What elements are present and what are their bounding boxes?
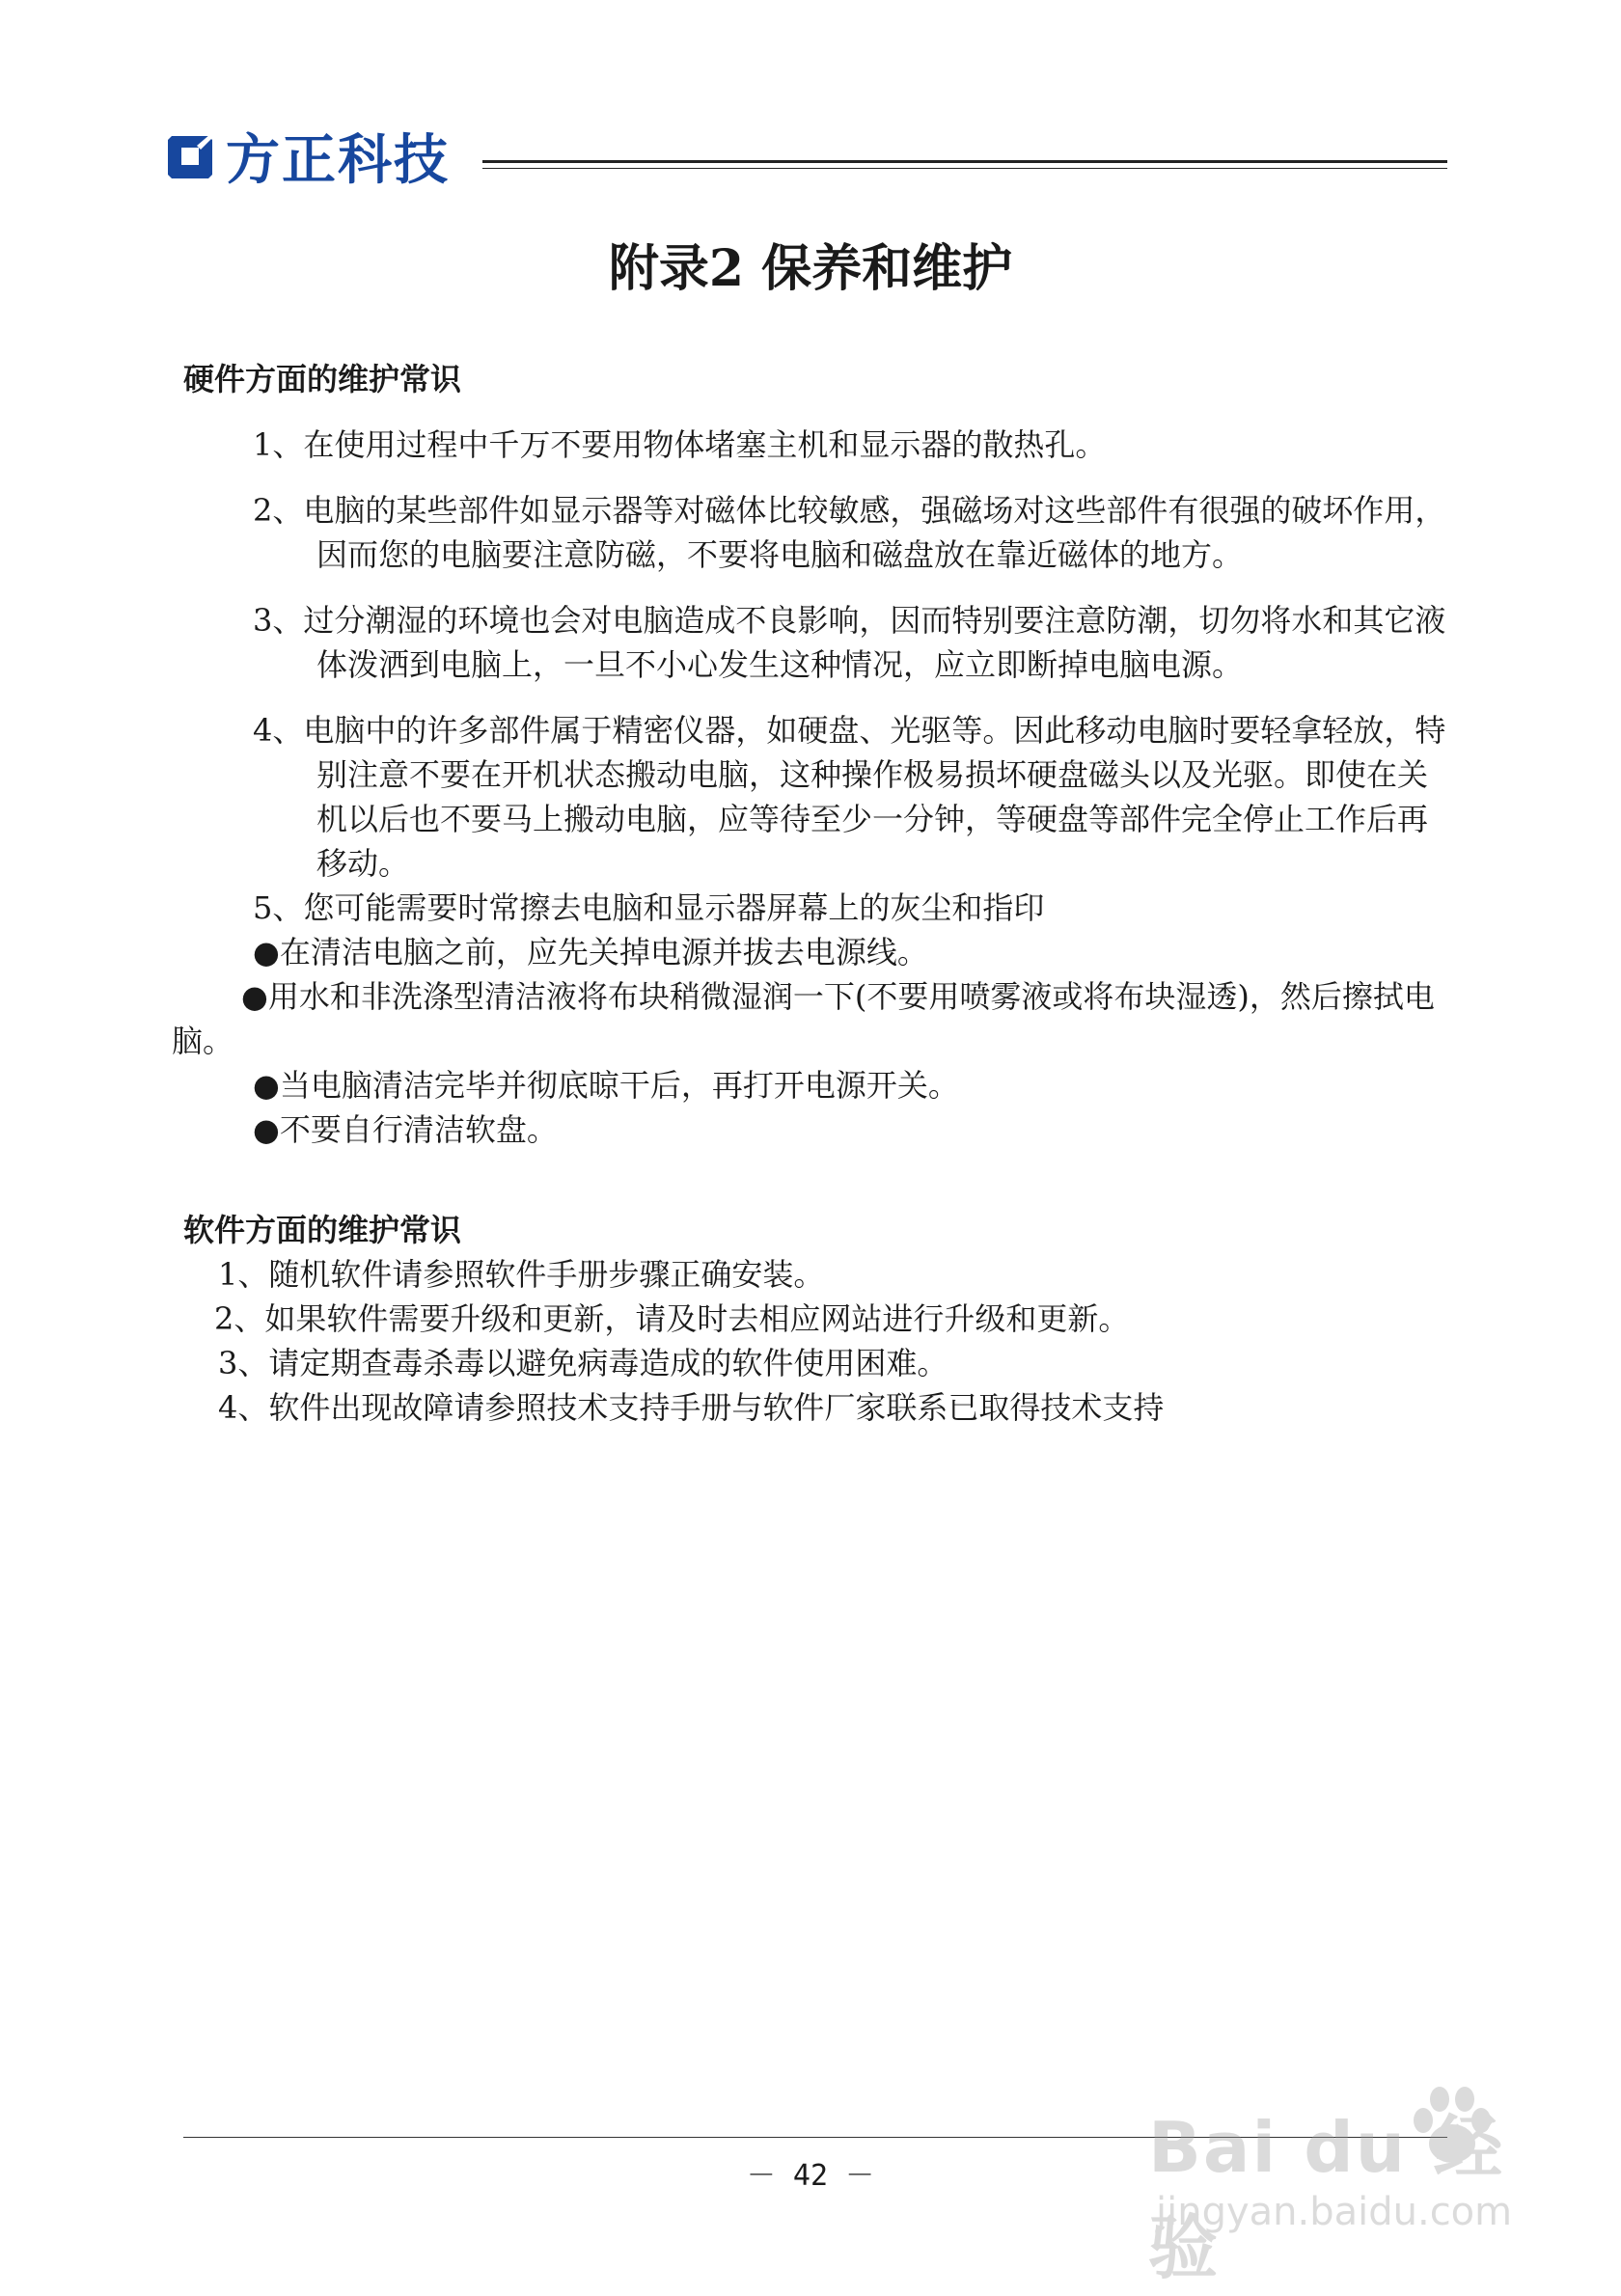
hardware-item-5: 5、您可能需要时常擦去电脑和显示器屏幕上的灰尘和指印: [253, 889, 1045, 926]
hardware-bullet-1: ●在清洁电脑之前，应先关掉电源并拔去电源线。: [253, 934, 928, 970]
watermark-brand: Bai du 经验: [1148, 2107, 1505, 2288]
header-rule-thick: [482, 160, 1447, 163]
logo-text: 方正科技: [226, 129, 450, 192]
founder-logo-icon: [164, 130, 216, 182]
page-header: [164, 118, 1447, 195]
hardware-bullet-3: ●当电脑清洁完毕并彻底晾干后，再打开电源开关。: [253, 1067, 959, 1104]
software-item-3: 3、请定期查毒杀毒以避免病毒造成的软件使用困难。: [218, 1345, 948, 1381]
document-body: [172, 357, 1457, 1430]
page-number: － 42 －: [746, 2159, 875, 2193]
hardware-bullet-4: ●不要自行清洁软盘。: [253, 1111, 558, 1148]
hardware-item-1: 1、在使用过程中千万不要用物体堵塞主机和显示器的散热孔。: [253, 426, 1107, 463]
software-heading: 软件方面的维护常识: [183, 1212, 462, 1248]
header-rule-thin: [482, 168, 1447, 169]
baidu-watermark: [1148, 2074, 1553, 2288]
page-title: 附录2 保养和维护: [608, 239, 1013, 298]
hardware-heading: 硬件方面的维护常识: [183, 361, 462, 397]
software-item-2: 2、如果软件需要升级和更新，请及时去相应网站进行升级和更新。: [214, 1300, 1130, 1337]
hardware-item-4: 4、电脑中的许多部件属于精密仪器，如硬盘、光驱等。因此移动电脑时要轻拿轻放，特别注意不要在开机状态搬动电脑，这种操作极易损坏硬盘磁头以及光驱。即使在关机以后也不要马上搬动电脑，应等待至少一分钟，等硬盘等部件完全停止工作后再移动。: [253, 712, 1446, 882]
software-item-1: 1、随机软件请参照软件手册步骤正确安装。: [218, 1256, 825, 1293]
hardware-bullet-2: ●用水和非洗涤型清洁液将布块稍微湿润一下(不要用喷雾液或将布块湿透)，然后擦拭电脑。: [172, 978, 1435, 1059]
software-item-4: 4、软件出现故障请参照技术支持手册与软件厂家联系已取得技术支持: [218, 1389, 1165, 1426]
hardware-item-3: 3、过分潮湿的环境也会对电脑造成不良影响，因而特别要注意防潮，切勿将水和其它液体泼洒到电脑上，一旦不小心发生这种情况，应立即断掉电脑电源。: [253, 602, 1446, 683]
watermark-url: jingyan.baidu.com: [1156, 2190, 1513, 2234]
hardware-item-2: 2、电脑的某些部件如显示器等对磁体比较敏感，强磁场对这些部件有很强的破坏作用，因而您的电脑要注意防磁，不要将电脑和磁盘放在靠近磁体的地方。: [253, 492, 1446, 573]
founder-logo: [164, 118, 450, 195]
